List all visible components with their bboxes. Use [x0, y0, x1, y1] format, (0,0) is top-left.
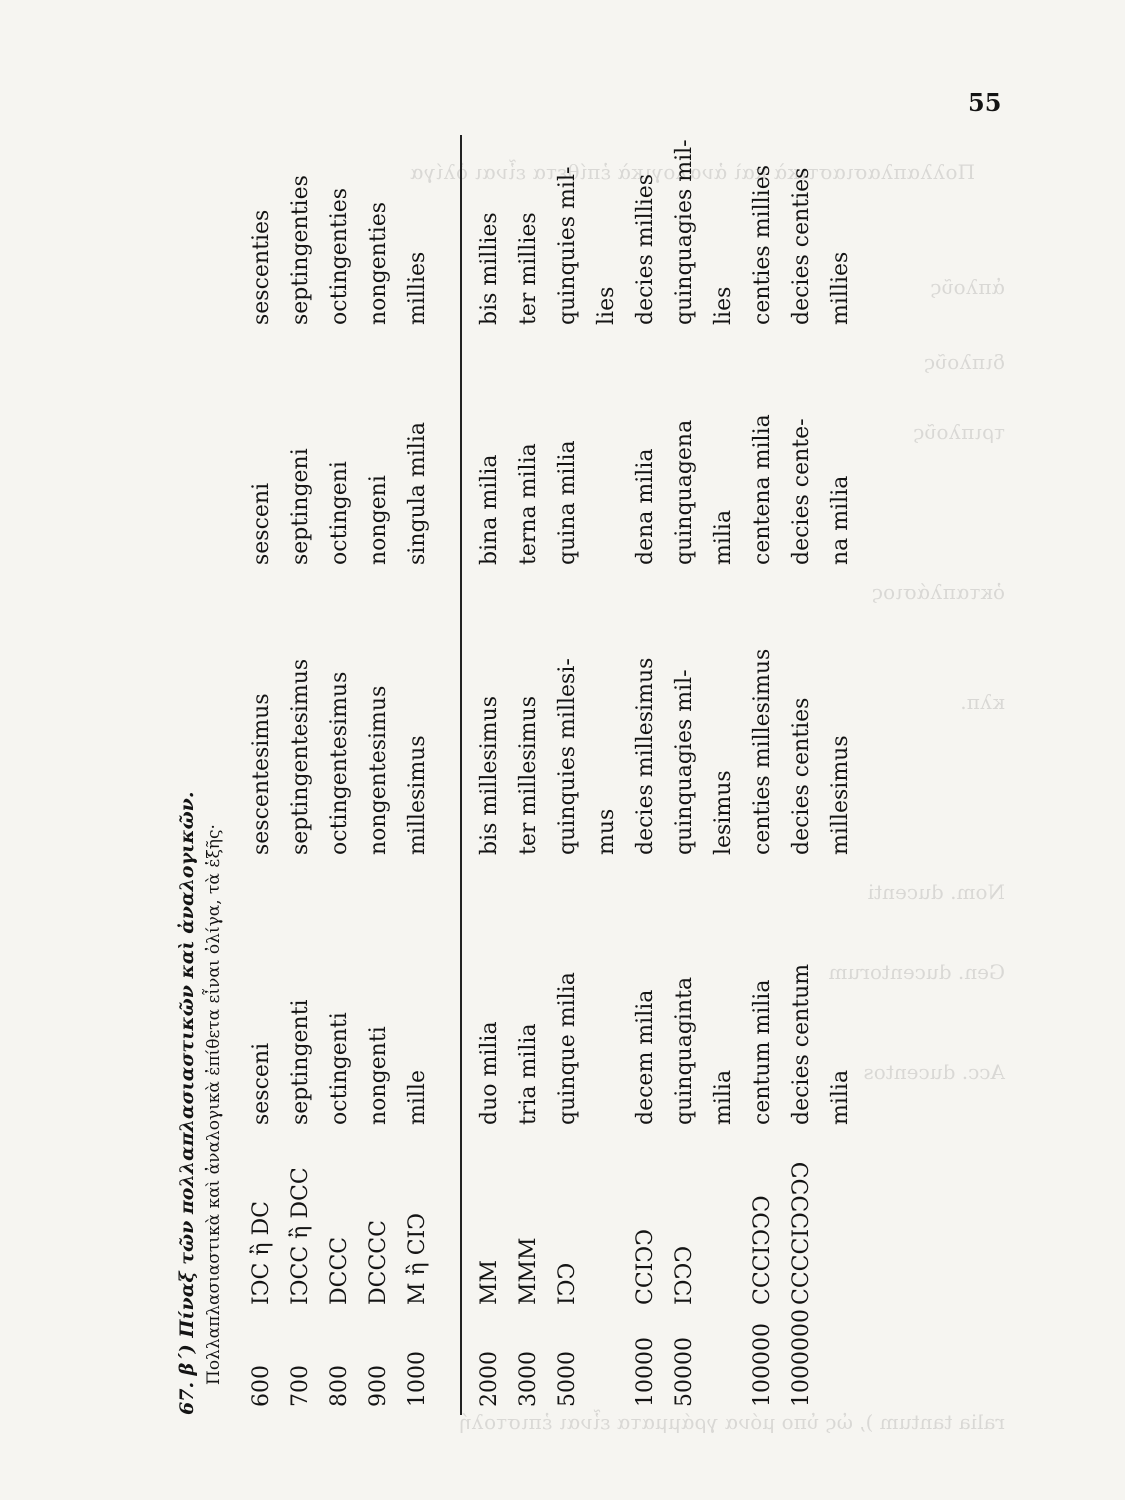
table-row — [548, 135, 587, 1415]
ordinal: nongentesimus — [366, 685, 391, 855]
table-row — [782, 135, 821, 1415]
distributive: singula milia — [405, 422, 430, 565]
numeral-rows-bottom — [470, 135, 860, 1415]
roman-numeral: MMM — [516, 1237, 541, 1305]
table-row — [821, 135, 860, 1415]
table-row — [587, 135, 626, 1415]
bleed-through-text: Πολλαπλασιαστικὰ καὶ ἀναλογικὰ ἐπίθετα εἶναι ὀλίγα ἁπλοῦς διπλοῦς τριπλοῦς ὀκταπλάσιος κλπ. Nom. ducenti Gen. ducentorum Acc. ducentos ralia tantum ), ὡς ὑπο μόνα γράμματα εἶναι ἐπιστολή — [410, 160, 1005, 1434]
roman-numeral: IↃCC ἢ DCC — [288, 1167, 313, 1305]
table-row — [242, 135, 281, 1415]
distributive: sesceni — [249, 482, 274, 565]
ordinal: ter millesimus — [516, 695, 541, 855]
distributive: bina milia — [477, 454, 502, 565]
numeral-adverb: decies centies — [789, 167, 814, 325]
distributive: quina milia — [555, 440, 580, 565]
numeral-value: 100000 — [750, 1323, 775, 1407]
numeral-adverb: ter millies — [516, 212, 541, 325]
ordinal: octingentesimus — [327, 671, 352, 855]
table-row — [704, 135, 743, 1415]
table-row — [509, 135, 548, 1415]
cardinal: octingenti — [327, 1012, 352, 1125]
numeral-value: 700 — [288, 1365, 313, 1407]
cardinal: centum milia — [750, 979, 775, 1125]
roman-numeral: M ἢ CIↃ — [405, 1212, 430, 1305]
numeral-value: 1000000 — [789, 1309, 814, 1407]
cardinal: tria milia — [516, 1023, 541, 1125]
distributive: decies cente- — [789, 418, 814, 565]
cardinal: milia — [828, 1069, 853, 1125]
cardinal: sesceni — [249, 1042, 274, 1125]
distributive: na milia — [828, 475, 853, 565]
numeral-adverb: decies millies — [633, 173, 658, 325]
numeral-value: 900 — [366, 1365, 391, 1407]
table-row — [320, 135, 359, 1415]
roman-numeral: MM — [477, 1259, 502, 1305]
ordinal: bis millesimus — [477, 695, 502, 855]
numeral-adverb: septingenties — [288, 175, 313, 325]
roman-numeral: CCIↃↃ — [633, 1228, 658, 1305]
numeral-value: 5000 — [555, 1351, 580, 1407]
numeral-adverb: quinquies mil- — [555, 166, 580, 325]
numeral-adverb: octingenties — [327, 187, 352, 325]
roman-numeral: IↃↃ — [555, 1262, 580, 1305]
ordinal: lesimus — [711, 770, 736, 855]
numeral-value: 2000 — [477, 1351, 502, 1407]
ordinal: mus — [594, 808, 619, 855]
table-row — [743, 135, 782, 1415]
distributive: nongeni — [366, 475, 391, 565]
numeral-value: 10000 — [633, 1337, 658, 1407]
distributive: octingeni — [327, 461, 352, 565]
ordinal: quinquies millesi- — [555, 658, 580, 855]
roman-numeral: DCCC — [327, 1236, 352, 1305]
cardinal: duo milia — [477, 1021, 502, 1125]
ordinal: decies centies — [789, 697, 814, 855]
table-row — [665, 135, 704, 1415]
numeral-adverb: millies — [828, 251, 853, 325]
distributive: septingeni — [288, 448, 313, 565]
page-number: 55 — [968, 88, 1002, 117]
distributive: quinquagena — [672, 419, 697, 565]
cardinal: mille — [405, 1070, 430, 1125]
numeral-value: 50000 — [672, 1337, 697, 1407]
table-row — [626, 135, 665, 1415]
numeral-rows-top — [242, 135, 437, 1415]
roman-numeral: IↃↃↃ — [672, 1245, 697, 1305]
roman-numeral: CCCIↃↃↃ — [750, 1195, 775, 1305]
cardinal: decies centum — [789, 963, 814, 1125]
ordinal: millesimus — [828, 735, 853, 855]
cardinal: quinquaginta — [672, 976, 697, 1125]
numeral-value: 600 — [249, 1365, 274, 1407]
divider-line — [460, 135, 462, 1415]
cardinal: nongenti — [366, 1026, 391, 1125]
table-subtitle: Πολλαπλασιαστικὰ καὶ ἀναλογικὰ ἐπίθετα εἶναι ὀλίγα, τὰ ἑξῆς· — [204, 824, 224, 1385]
numeral-adverb: lies — [594, 286, 619, 325]
numeral-value: 800 — [327, 1365, 352, 1407]
distributive: dena milia — [633, 448, 658, 565]
ordinal: decies millesimus — [633, 657, 658, 855]
ordinal: sescentesimus — [249, 693, 274, 855]
table-row — [470, 135, 509, 1415]
distributive: terna milia — [516, 443, 541, 565]
cardinal: quinque milia — [555, 972, 580, 1125]
table-row — [359, 135, 398, 1415]
numeral-adverb: millies — [405, 251, 430, 325]
table-title: 67. β΄) Πίναξ τῶν πολλαπλασιαστικῶν καὶ ἀναλογικῶν. — [176, 791, 198, 1415]
roman-numeral: IↃC ἢ DC — [249, 1201, 274, 1305]
table-row — [398, 135, 437, 1415]
cardinal: septingenti — [288, 999, 313, 1125]
numeral-value: 3000 — [516, 1351, 541, 1407]
numeral-adverb: centies millies — [750, 164, 775, 325]
rotated-table — [170, 135, 853, 1415]
numeral-adverb: nongenties — [366, 201, 391, 325]
roman-numeral: DCCCC — [366, 1220, 391, 1305]
ordinal: centies millesimus — [750, 648, 775, 855]
distributive: milia — [711, 509, 736, 565]
distributive: centena milia — [750, 414, 775, 565]
numeral-value: 1000 — [405, 1351, 430, 1407]
ordinal: septingentesimus — [288, 658, 313, 855]
numeral-adverb: sescenties — [249, 209, 274, 325]
numeral-adverb: quinquagies mil- — [672, 139, 697, 325]
table-row — [281, 135, 320, 1415]
cardinal: decem milia — [633, 989, 658, 1125]
cardinal: milia — [711, 1069, 736, 1125]
roman-numeral: CCCCIↃↃↃↃ — [789, 1161, 814, 1305]
ordinal: quinquagies mil- — [672, 669, 697, 855]
numeral-adverb: lies — [711, 286, 736, 325]
ordinal: millesimus — [405, 735, 430, 855]
numeral-adverb: bis millies — [477, 212, 502, 325]
